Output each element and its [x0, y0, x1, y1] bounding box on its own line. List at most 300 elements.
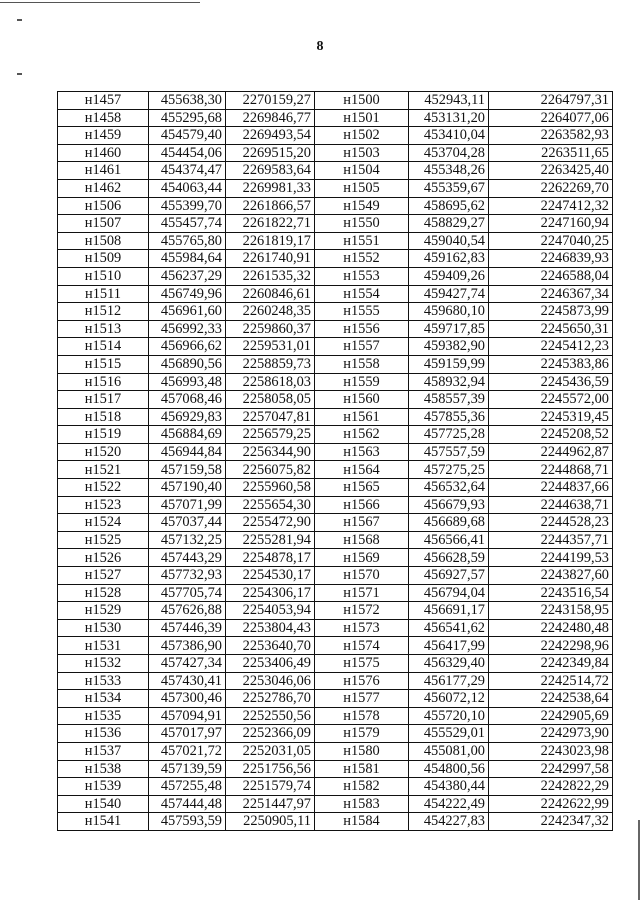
x-coordinate-cell: 455765,80: [149, 232, 226, 250]
y-coordinate-cell: 2263582,93: [489, 127, 613, 145]
y-coordinate-cell: 2256579,25: [226, 426, 315, 444]
point-id-cell: н1564: [315, 461, 409, 479]
table-row: [58, 725, 613, 743]
point-id-cell: н1512: [58, 303, 149, 321]
x-coordinate-cell: 458932,94: [409, 373, 489, 391]
point-id-cell: н1514: [58, 338, 149, 356]
table-row: [58, 285, 613, 303]
point-id-cell: н1554: [315, 285, 409, 303]
x-coordinate-cell: 457068,46: [149, 391, 226, 409]
y-coordinate-cell: 2258058,05: [226, 391, 315, 409]
table-row: [58, 109, 613, 127]
x-coordinate-cell: 456072,12: [409, 690, 489, 708]
y-coordinate-cell: 2261866,57: [226, 197, 315, 215]
x-coordinate-cell: 455457,74: [149, 215, 226, 233]
x-coordinate-cell: 455638,30: [149, 92, 226, 110]
x-coordinate-cell: 455081,00: [409, 742, 489, 760]
y-coordinate-cell: 2252550,56: [226, 707, 315, 725]
y-coordinate-cell: 2269981,33: [226, 179, 315, 197]
table-row: [58, 197, 613, 215]
point-id-cell: н1580: [315, 742, 409, 760]
point-id-cell: н1532: [58, 655, 149, 673]
x-coordinate-cell: 456628,59: [409, 549, 489, 567]
x-coordinate-cell: 456961,60: [149, 303, 226, 321]
point-id-cell: н1533: [58, 672, 149, 690]
x-coordinate-cell: 456541,62: [409, 619, 489, 637]
point-id-cell: н1553: [315, 267, 409, 285]
point-id-cell: н1540: [58, 795, 149, 813]
point-id-cell: н1565: [315, 479, 409, 497]
point-id-cell: н1511: [58, 285, 149, 303]
y-coordinate-cell: 2242349,84: [489, 655, 613, 673]
point-id-cell: н1570: [315, 567, 409, 585]
table-row: [58, 267, 613, 285]
y-coordinate-cell: 2252031,05: [226, 742, 315, 760]
y-coordinate-cell: 2242973,90: [489, 725, 613, 743]
table-row: [58, 584, 613, 602]
x-coordinate-cell: 457427,34: [149, 655, 226, 673]
table-row: [58, 408, 613, 426]
point-id-cell: н1502: [315, 127, 409, 145]
y-coordinate-cell: 2255472,90: [226, 514, 315, 532]
x-coordinate-cell: 456691,17: [409, 602, 489, 620]
x-coordinate-cell: 455348,26: [409, 162, 489, 180]
table-row: [58, 496, 613, 514]
point-id-cell: н1583: [315, 795, 409, 813]
y-coordinate-cell: 2242480,48: [489, 619, 613, 637]
y-coordinate-cell: 2254530,17: [226, 567, 315, 585]
x-coordinate-cell: 459382,90: [409, 338, 489, 356]
y-coordinate-cell: 2255654,30: [226, 496, 315, 514]
x-coordinate-cell: 457444,48: [149, 795, 226, 813]
table-row: [58, 707, 613, 725]
x-coordinate-cell: 456532,64: [409, 479, 489, 497]
table-row: [58, 232, 613, 250]
point-id-cell: н1581: [315, 760, 409, 778]
y-coordinate-cell: 2245208,52: [489, 426, 613, 444]
point-id-cell: н1460: [58, 144, 149, 162]
x-coordinate-cell: 456749,96: [149, 285, 226, 303]
y-coordinate-cell: 2246839,93: [489, 250, 613, 268]
table-row: [58, 655, 613, 673]
point-id-cell: н1457: [58, 92, 149, 110]
y-coordinate-cell: 2242347,32: [489, 813, 613, 831]
x-coordinate-cell: 455529,01: [409, 725, 489, 743]
y-coordinate-cell: 2261819,17: [226, 232, 315, 250]
x-coordinate-cell: 454579,40: [149, 127, 226, 145]
table-row: [58, 637, 613, 655]
table-row: [58, 320, 613, 338]
x-coordinate-cell: 454380,44: [409, 778, 489, 796]
point-id-cell: н1549: [315, 197, 409, 215]
y-coordinate-cell: 2264077,06: [489, 109, 613, 127]
table-row: [58, 250, 613, 268]
x-coordinate-cell: 457094,91: [149, 707, 226, 725]
y-coordinate-cell: 2243023,98: [489, 742, 613, 760]
scan-artifact-mark: [17, 73, 22, 75]
x-coordinate-cell: 457275,25: [409, 461, 489, 479]
y-coordinate-cell: 2252366,09: [226, 725, 315, 743]
x-coordinate-cell: 457037,44: [149, 514, 226, 532]
x-coordinate-cell: 457593,59: [149, 813, 226, 831]
y-coordinate-cell: 2260846,61: [226, 285, 315, 303]
x-coordinate-cell: 456794,04: [409, 584, 489, 602]
x-coordinate-cell: 455295,68: [149, 109, 226, 127]
point-id-cell: н1535: [58, 707, 149, 725]
x-coordinate-cell: 458557,39: [409, 391, 489, 409]
y-coordinate-cell: 2245412,23: [489, 338, 613, 356]
x-coordinate-cell: 457021,72: [149, 742, 226, 760]
point-id-cell: н1563: [315, 443, 409, 461]
y-coordinate-cell: 2245383,86: [489, 355, 613, 373]
table-row: [58, 531, 613, 549]
x-coordinate-cell: 457017,97: [149, 725, 226, 743]
y-coordinate-cell: 2254878,17: [226, 549, 315, 567]
point-id-cell: н1534: [58, 690, 149, 708]
y-coordinate-cell: 2253640,70: [226, 637, 315, 655]
y-coordinate-cell: 2263511,65: [489, 144, 613, 162]
point-id-cell: н1582: [315, 778, 409, 796]
x-coordinate-cell: 456993,48: [149, 373, 226, 391]
x-coordinate-cell: 457132,25: [149, 531, 226, 549]
point-id-cell: н1520: [58, 443, 149, 461]
point-id-cell: н1503: [315, 144, 409, 162]
point-id-cell: н1508: [58, 232, 149, 250]
y-coordinate-cell: 2244199,53: [489, 549, 613, 567]
table-row: [58, 479, 613, 497]
table-row: [58, 619, 613, 637]
x-coordinate-cell: 459409,26: [409, 267, 489, 285]
point-id-cell: н1526: [58, 549, 149, 567]
y-coordinate-cell: 2245572,00: [489, 391, 613, 409]
x-coordinate-cell: 456929,83: [149, 408, 226, 426]
table-row: [58, 215, 613, 233]
x-coordinate-cell: 456992,33: [149, 320, 226, 338]
point-id-cell: н1559: [315, 373, 409, 391]
x-coordinate-cell: 457626,88: [149, 602, 226, 620]
y-coordinate-cell: 2255960,58: [226, 479, 315, 497]
point-id-cell: н1552: [315, 250, 409, 268]
point-id-cell: н1525: [58, 531, 149, 549]
point-id-cell: н1578: [315, 707, 409, 725]
table-row: [58, 795, 613, 813]
x-coordinate-cell: 459717,85: [409, 320, 489, 338]
y-coordinate-cell: 2243827,60: [489, 567, 613, 585]
x-coordinate-cell: 456944,84: [149, 443, 226, 461]
x-coordinate-cell: 458829,27: [409, 215, 489, 233]
point-id-cell: н1522: [58, 479, 149, 497]
y-coordinate-cell: 2251579,74: [226, 778, 315, 796]
y-coordinate-cell: 2259531,01: [226, 338, 315, 356]
y-coordinate-cell: 2242298,96: [489, 637, 613, 655]
x-coordinate-cell: 457190,40: [149, 479, 226, 497]
table-row: [58, 127, 613, 145]
point-id-cell: н1521: [58, 461, 149, 479]
point-id-cell: н1509: [58, 250, 149, 268]
y-coordinate-cell: 2242997,58: [489, 760, 613, 778]
y-coordinate-cell: 2260248,35: [226, 303, 315, 321]
y-coordinate-cell: 2244837,66: [489, 479, 613, 497]
table-row: [58, 690, 613, 708]
point-id-cell: н1518: [58, 408, 149, 426]
point-id-cell: н1579: [315, 725, 409, 743]
y-coordinate-cell: 2247412,32: [489, 197, 613, 215]
x-coordinate-cell: 456966,62: [149, 338, 226, 356]
x-coordinate-cell: 454222,49: [409, 795, 489, 813]
table-row: [58, 92, 613, 110]
y-coordinate-cell: 2245650,31: [489, 320, 613, 338]
x-coordinate-cell: 454063,44: [149, 179, 226, 197]
point-id-cell: н1558: [315, 355, 409, 373]
y-coordinate-cell: 2257047,81: [226, 408, 315, 426]
y-coordinate-cell: 2250905,11: [226, 813, 315, 831]
y-coordinate-cell: 2242538,64: [489, 690, 613, 708]
table-row: [58, 373, 613, 391]
y-coordinate-cell: 2245873,99: [489, 303, 613, 321]
x-coordinate-cell: 457557,59: [409, 443, 489, 461]
table-row: [58, 778, 613, 796]
point-id-cell: н1501: [315, 109, 409, 127]
x-coordinate-cell: 453704,28: [409, 144, 489, 162]
y-coordinate-cell: 2244357,71: [489, 531, 613, 549]
x-coordinate-cell: 459427,74: [409, 285, 489, 303]
table-row: [58, 461, 613, 479]
y-coordinate-cell: 2242822,29: [489, 778, 613, 796]
x-coordinate-cell: 454454,06: [149, 144, 226, 162]
x-coordinate-cell: 456417,99: [409, 637, 489, 655]
point-id-cell: н1506: [58, 197, 149, 215]
y-coordinate-cell: 2243516,54: [489, 584, 613, 602]
table-row: [58, 162, 613, 180]
y-coordinate-cell: 2261535,32: [226, 267, 315, 285]
y-coordinate-cell: 2245319,45: [489, 408, 613, 426]
point-id-cell: н1519: [58, 426, 149, 444]
x-coordinate-cell: 455399,70: [149, 197, 226, 215]
x-coordinate-cell: 457443,29: [149, 549, 226, 567]
y-coordinate-cell: 2262269,70: [489, 179, 613, 197]
y-coordinate-cell: 2264797,31: [489, 92, 613, 110]
point-id-cell: н1574: [315, 637, 409, 655]
y-coordinate-cell: 2269846,77: [226, 109, 315, 127]
point-id-cell: н1530: [58, 619, 149, 637]
x-coordinate-cell: 459162,83: [409, 250, 489, 268]
point-id-cell: н1556: [315, 320, 409, 338]
x-coordinate-cell: 456927,57: [409, 567, 489, 585]
x-coordinate-cell: 456689,68: [409, 514, 489, 532]
x-coordinate-cell: 454227,83: [409, 813, 489, 831]
point-id-cell: н1516: [58, 373, 149, 391]
x-coordinate-cell: 456890,56: [149, 355, 226, 373]
x-coordinate-cell: 457446,39: [149, 619, 226, 637]
point-id-cell: н1569: [315, 549, 409, 567]
table-row: [58, 813, 613, 831]
point-id-cell: н1577: [315, 690, 409, 708]
y-coordinate-cell: 2245436,59: [489, 373, 613, 391]
y-coordinate-cell: 2251447,97: [226, 795, 315, 813]
y-coordinate-cell: 2255281,94: [226, 531, 315, 549]
y-coordinate-cell: 2263425,40: [489, 162, 613, 180]
point-id-cell: н1550: [315, 215, 409, 233]
x-coordinate-cell: 459159,99: [409, 355, 489, 373]
page-number: 8: [316, 39, 324, 54]
y-coordinate-cell: 2254306,17: [226, 584, 315, 602]
table-row: [58, 549, 613, 567]
coordinates-table-body: [58, 92, 613, 831]
point-id-cell: н1507: [58, 215, 149, 233]
point-id-cell: н1551: [315, 232, 409, 250]
x-coordinate-cell: 457300,46: [149, 690, 226, 708]
y-coordinate-cell: 2261822,71: [226, 215, 315, 233]
y-coordinate-cell: 2253046,06: [226, 672, 315, 690]
x-coordinate-cell: 457732,93: [149, 567, 226, 585]
table-row: [58, 179, 613, 197]
y-coordinate-cell: 2256075,82: [226, 461, 315, 479]
table-row: [58, 391, 613, 409]
y-coordinate-cell: 2247040,25: [489, 232, 613, 250]
point-id-cell: н1524: [58, 514, 149, 532]
point-id-cell: н1515: [58, 355, 149, 373]
point-id-cell: н1560: [315, 391, 409, 409]
point-id-cell: н1537: [58, 742, 149, 760]
table-row: [58, 602, 613, 620]
point-id-cell: н1584: [315, 813, 409, 831]
x-coordinate-cell: 454374,47: [149, 162, 226, 180]
point-id-cell: н1528: [58, 584, 149, 602]
point-id-cell: н1458: [58, 109, 149, 127]
point-id-cell: н1571: [315, 584, 409, 602]
table-row: [58, 760, 613, 778]
y-coordinate-cell: 2251756,56: [226, 760, 315, 778]
table-row: [58, 672, 613, 690]
point-id-cell: н1505: [315, 179, 409, 197]
y-coordinate-cell: 2269493,54: [226, 127, 315, 145]
y-coordinate-cell: 2242622,99: [489, 795, 613, 813]
y-coordinate-cell: 2247160,94: [489, 215, 613, 233]
x-coordinate-cell: 459680,10: [409, 303, 489, 321]
y-coordinate-cell: 2246588,04: [489, 267, 613, 285]
point-id-cell: н1539: [58, 778, 149, 796]
point-id-cell: н1555: [315, 303, 409, 321]
point-id-cell: н1500: [315, 92, 409, 110]
table-row: [58, 426, 613, 444]
x-coordinate-cell: 454800,56: [409, 760, 489, 778]
x-coordinate-cell: 455720,10: [409, 707, 489, 725]
point-id-cell: н1523: [58, 496, 149, 514]
point-id-cell: н1562: [315, 426, 409, 444]
y-coordinate-cell: 2244962,87: [489, 443, 613, 461]
y-coordinate-cell: 2244868,71: [489, 461, 613, 479]
x-coordinate-cell: 457255,48: [149, 778, 226, 796]
point-id-cell: н1536: [58, 725, 149, 743]
x-coordinate-cell: 456329,40: [409, 655, 489, 673]
scan-artifact-top-line: [0, 2, 200, 3]
table-row: [58, 514, 613, 532]
table-row: [58, 338, 613, 356]
point-id-cell: н1531: [58, 637, 149, 655]
table-row: [58, 567, 613, 585]
x-coordinate-cell: 458695,62: [409, 197, 489, 215]
x-coordinate-cell: 456566,41: [409, 531, 489, 549]
y-coordinate-cell: 2253804,43: [226, 619, 315, 637]
point-id-cell: н1527: [58, 567, 149, 585]
y-coordinate-cell: 2258618,03: [226, 373, 315, 391]
point-id-cell: н1459: [58, 127, 149, 145]
x-coordinate-cell: 457139,59: [149, 760, 226, 778]
x-coordinate-cell: 456237,29: [149, 267, 226, 285]
y-coordinate-cell: 2252786,70: [226, 690, 315, 708]
y-coordinate-cell: 2244528,23: [489, 514, 613, 532]
point-id-cell: н1529: [58, 602, 149, 620]
point-id-cell: н1504: [315, 162, 409, 180]
y-coordinate-cell: 2269583,64: [226, 162, 315, 180]
y-coordinate-cell: 2270159,27: [226, 92, 315, 110]
x-coordinate-cell: 457386,90: [149, 637, 226, 655]
x-coordinate-cell: 456177,29: [409, 672, 489, 690]
table-row: [58, 144, 613, 162]
table-row: [58, 443, 613, 461]
point-id-cell: н1538: [58, 760, 149, 778]
x-coordinate-cell: 457071,99: [149, 496, 226, 514]
x-coordinate-cell: 453131,20: [409, 109, 489, 127]
point-id-cell: н1462: [58, 179, 149, 197]
x-coordinate-cell: 457159,58: [149, 461, 226, 479]
y-coordinate-cell: 2256344,90: [226, 443, 315, 461]
y-coordinate-cell: 2261740,91: [226, 250, 315, 268]
y-coordinate-cell: 2259860,37: [226, 320, 315, 338]
coordinates-table: [57, 91, 613, 831]
point-id-cell: н1541: [58, 813, 149, 831]
point-id-cell: н1557: [315, 338, 409, 356]
table-row: [58, 303, 613, 321]
x-coordinate-cell: 457725,28: [409, 426, 489, 444]
point-id-cell: н1573: [315, 619, 409, 637]
x-coordinate-cell: 456884,69: [149, 426, 226, 444]
point-id-cell: н1517: [58, 391, 149, 409]
y-coordinate-cell: 2243158,95: [489, 602, 613, 620]
y-coordinate-cell: 2242905,69: [489, 707, 613, 725]
point-id-cell: н1566: [315, 496, 409, 514]
point-id-cell: н1575: [315, 655, 409, 673]
y-coordinate-cell: 2269515,20: [226, 144, 315, 162]
x-coordinate-cell: 459040,54: [409, 232, 489, 250]
point-id-cell: н1576: [315, 672, 409, 690]
y-coordinate-cell: 2253406,49: [226, 655, 315, 673]
y-coordinate-cell: 2258859,73: [226, 355, 315, 373]
point-id-cell: н1567: [315, 514, 409, 532]
y-coordinate-cell: 2246367,34: [489, 285, 613, 303]
y-coordinate-cell: 2254053,94: [226, 602, 315, 620]
x-coordinate-cell: 455984,64: [149, 250, 226, 268]
point-id-cell: н1513: [58, 320, 149, 338]
x-coordinate-cell: 452943,11: [409, 92, 489, 110]
table-row: [58, 355, 613, 373]
point-id-cell: н1561: [315, 408, 409, 426]
x-coordinate-cell: 455359,67: [409, 179, 489, 197]
point-id-cell: н1568: [315, 531, 409, 549]
point-id-cell: н1572: [315, 602, 409, 620]
scan-artifact-mark: [17, 19, 22, 21]
point-id-cell: н1510: [58, 267, 149, 285]
x-coordinate-cell: 457855,36: [409, 408, 489, 426]
point-id-cell: н1461: [58, 162, 149, 180]
y-coordinate-cell: 2242514,72: [489, 672, 613, 690]
y-coordinate-cell: 2244638,71: [489, 496, 613, 514]
x-coordinate-cell: 456679,93: [409, 496, 489, 514]
x-coordinate-cell: 457705,74: [149, 584, 226, 602]
x-coordinate-cell: 457430,41: [149, 672, 226, 690]
table-row: [58, 742, 613, 760]
x-coordinate-cell: 453410,04: [409, 127, 489, 145]
